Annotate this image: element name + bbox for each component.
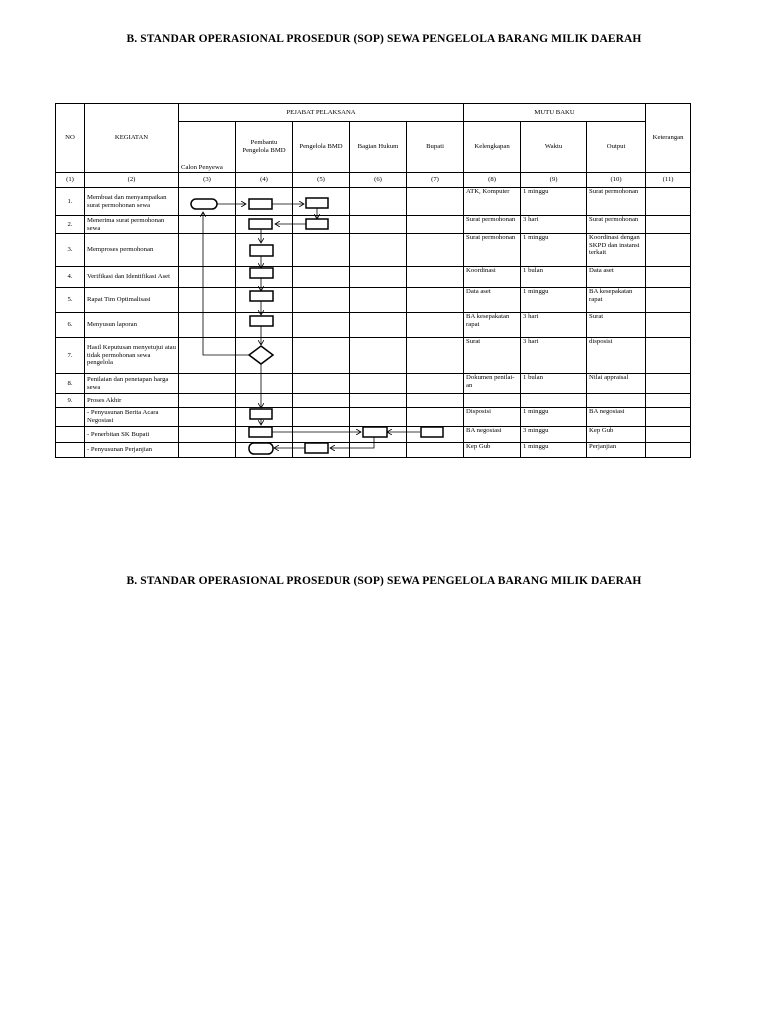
lane-pengelola-bmd — [293, 427, 350, 443]
row-no — [56, 408, 85, 427]
row-output: Perjanjian — [587, 443, 646, 458]
row-waktu — [521, 394, 587, 408]
row-no — [56, 427, 85, 443]
lane-pengelola-bmd — [293, 443, 350, 458]
row-kelengkapan — [464, 394, 521, 408]
header-no: NO — [56, 104, 85, 173]
lane-pengelola-bmd — [293, 338, 350, 374]
lane-bupati — [407, 427, 464, 443]
row-no: 3. — [56, 234, 85, 267]
row-kelengkapan: Data aset — [464, 288, 521, 313]
lane-pembantu-pengelola — [236, 267, 293, 288]
sop-table — [55, 103, 691, 458]
lane-bupati — [407, 338, 464, 374]
row-output: BA negosiasi — [587, 408, 646, 427]
row-keterangan — [646, 288, 691, 313]
table-row — [56, 427, 691, 443]
row-kegiatan: Hasil Keputusan menyetujui atau tidak permohonan sewa pengelola — [85, 338, 179, 374]
row-kegiatan: Proses Akhir — [85, 394, 179, 408]
lane-bupati — [407, 267, 464, 288]
row-no: 1. — [56, 188, 85, 216]
lane-pengelola-bmd — [293, 188, 350, 216]
lane-bupati — [407, 288, 464, 313]
lane-pengelola-bmd — [293, 267, 350, 288]
row-keterangan — [646, 338, 691, 374]
lane-calon-penyewa — [179, 408, 236, 427]
row-waktu: 3 hari — [521, 338, 587, 374]
page-title: B. STANDAR OPERASIONAL PROSEDUR (SOP) SEWA PENGELOLA BARANG MILIK DAERAH — [126, 33, 642, 45]
row-kelengkapan: Surat permohonan — [464, 234, 521, 267]
row-kelengkapan: Disposisi — [464, 408, 521, 427]
row-kegiatan: Verifikasi dan Identifikasi Aset — [85, 267, 179, 288]
row-waktu: 1 minggu — [521, 188, 587, 216]
col-number: (6) — [350, 173, 407, 188]
col-number: (5) — [293, 173, 350, 188]
row-keterangan — [646, 427, 691, 443]
row-output: Data aset — [587, 267, 646, 288]
lane-bagian-hukum — [350, 408, 407, 427]
row-waktu: 3 hari — [521, 216, 587, 234]
table-row — [56, 408, 691, 427]
row-kelengkapan: BA kesepakatan rapat — [464, 313, 521, 338]
column-number-row — [56, 173, 691, 188]
lane-pengelola-bmd — [293, 394, 350, 408]
row-no: 8. — [56, 374, 85, 394]
table-row — [56, 338, 691, 374]
row-waktu: 1 minggu — [521, 443, 587, 458]
header-kegiatan: KEGIATAN — [85, 104, 179, 173]
row-kegiatan: Rapat Tim Optimalisasi — [85, 288, 179, 313]
lane-pembantu-pengelola — [236, 338, 293, 374]
lane-bagian-hukum — [350, 188, 407, 216]
row-waktu: 1 bulan — [521, 374, 587, 394]
lane-bagian-hukum — [350, 288, 407, 313]
row-output — [587, 394, 646, 408]
row-kegiatan: - Penyusunan Perjanjian — [85, 443, 179, 458]
row-kelengkapan: BA negosiasi — [464, 427, 521, 443]
lane-pembantu-pengelola — [236, 408, 293, 427]
lane-pembantu-pengelola — [236, 313, 293, 338]
lane-bagian-hukum — [350, 427, 407, 443]
row-keterangan — [646, 313, 691, 338]
header-pembantu-pengelola: Pembantu Pengelola BMD — [236, 122, 293, 173]
lane-pembantu-pengelola — [236, 374, 293, 394]
lane-bagian-hukum — [350, 234, 407, 267]
lane-calon-penyewa — [179, 427, 236, 443]
row-no: 6. — [56, 313, 85, 338]
lane-pengelola-bmd — [293, 234, 350, 267]
lane-calon-penyewa — [179, 188, 236, 216]
page-title-repeat: B. STANDAR OPERASIONAL PROSEDUR (SOP) SEWA PENGELOLA BARANG MILIK DAERAH — [126, 575, 642, 587]
row-waktu: 1 minggu — [521, 408, 587, 427]
row-output: Surat permohonan — [587, 188, 646, 216]
row-keterangan — [646, 267, 691, 288]
lane-pembantu-pengelola — [236, 394, 293, 408]
row-no: 2. — [56, 216, 85, 234]
header-pejabat-pelaksana: PEJABAT PELAKSANA — [179, 104, 464, 122]
col-number: (9) — [521, 173, 587, 188]
row-waktu: 1 bulan — [521, 267, 587, 288]
table-row — [56, 188, 691, 216]
row-kegiatan: Penilaian dan penetapan harga sewa — [85, 374, 179, 394]
row-output: Nilai appraisal — [587, 374, 646, 394]
lane-bupati — [407, 408, 464, 427]
row-kegiatan: - Penyusunan Berita Acara Negosiasi — [85, 408, 179, 427]
header-keterangan: Keterangan — [646, 104, 691, 173]
row-no: 4. — [56, 267, 85, 288]
lane-calon-penyewa — [179, 267, 236, 288]
row-kegiatan: - Penerbitan SK Bupati — [85, 427, 179, 443]
row-kelengkapan: Kep Gub — [464, 443, 521, 458]
lane-bagian-hukum — [350, 216, 407, 234]
table-row — [56, 443, 691, 458]
lane-bupati — [407, 188, 464, 216]
table-row — [56, 394, 691, 408]
lane-calon-penyewa — [179, 443, 236, 458]
lane-pengelola-bmd — [293, 288, 350, 313]
row-output: Surat permohonan — [587, 216, 646, 234]
lane-calon-penyewa — [179, 338, 236, 374]
row-keterangan — [646, 216, 691, 234]
row-output: disposisi — [587, 338, 646, 374]
header-bagian-hukum: Bagian Hukum — [350, 122, 407, 173]
row-kegiatan: Menerima surat permohonan sewa — [85, 216, 179, 234]
lane-calon-penyewa — [179, 313, 236, 338]
lane-bagian-hukum — [350, 374, 407, 394]
col-number: (2) — [85, 173, 179, 188]
lane-pembantu-pengelola — [236, 427, 293, 443]
lane-bupati — [407, 313, 464, 338]
lane-pembantu-pengelola — [236, 288, 293, 313]
row-waktu: 3 minggu — [521, 427, 587, 443]
lane-bupati — [407, 374, 464, 394]
row-kelengkapan: Koordinasi — [464, 267, 521, 288]
table-row — [56, 234, 691, 267]
row-keterangan — [646, 234, 691, 267]
table-row — [56, 374, 691, 394]
col-number: (7) — [407, 173, 464, 188]
row-kelengkapan: Surat permohonan — [464, 216, 521, 234]
lane-pengelola-bmd — [293, 216, 350, 234]
row-kelengkapan: Surat — [464, 338, 521, 374]
row-keterangan — [646, 408, 691, 427]
row-kelengkapan: ATK, Komputer — [464, 188, 521, 216]
row-keterangan — [646, 443, 691, 458]
row-output: BA kesepakatan rapat — [587, 288, 646, 313]
lane-pembantu-pengelola — [236, 216, 293, 234]
row-output: Koordinasi dengan SKPD dan instansi terkait — [587, 234, 646, 267]
lane-pengelola-bmd — [293, 408, 350, 427]
row-output: Surat — [587, 313, 646, 338]
lane-bupati — [407, 394, 464, 408]
row-kegiatan: Membuat dan menyampaikan surat permohonan sewa — [85, 188, 179, 216]
header-output: Output — [587, 122, 646, 173]
table-row — [56, 267, 691, 288]
col-number: (3) — [179, 173, 236, 188]
row-kegiatan: Memproses permohonan — [85, 234, 179, 267]
row-waktu: 3 hari — [521, 313, 587, 338]
row-no — [56, 443, 85, 458]
table-row — [56, 288, 691, 313]
col-number: (4) — [236, 173, 293, 188]
lane-pembantu-pengelola — [236, 234, 293, 267]
lane-pembantu-pengelola — [236, 443, 293, 458]
lane-calon-penyewa — [179, 288, 236, 313]
row-keterangan — [646, 374, 691, 394]
header-kelengkapan: Kelengkapan — [464, 122, 521, 173]
row-output: Kep Gub — [587, 427, 646, 443]
col-number: (11) — [646, 173, 691, 188]
lane-bagian-hukum — [350, 313, 407, 338]
table-row — [56, 313, 691, 338]
lane-calon-penyewa — [179, 216, 236, 234]
lane-calon-penyewa — [179, 234, 236, 267]
row-waktu: 1 minggu — [521, 234, 587, 267]
lane-bagian-hukum — [350, 338, 407, 374]
table-row — [56, 216, 691, 234]
row-waktu: 1 minggu — [521, 288, 587, 313]
row-keterangan — [646, 188, 691, 216]
header-bupati: Bupati — [407, 122, 464, 173]
lane-bagian-hukum — [350, 267, 407, 288]
col-number: (8) — [464, 173, 521, 188]
lane-pembantu-pengelola — [236, 188, 293, 216]
header-calon-penyewa: Calon Penyewa — [179, 122, 236, 173]
col-number: (1) — [56, 173, 85, 188]
row-kegiatan: Menyusun laporan — [85, 313, 179, 338]
lane-bupati — [407, 234, 464, 267]
row-no: 7. — [56, 338, 85, 374]
header-pengelola-bmd: Pengelola BMD — [293, 122, 350, 173]
header-waktu: Waktu — [521, 122, 587, 173]
header-mutu-baku: MUTU BAKU — [464, 104, 646, 122]
lane-calon-penyewa — [179, 394, 236, 408]
lane-pengelola-bmd — [293, 374, 350, 394]
lane-bupati — [407, 216, 464, 234]
row-no: 9. — [56, 394, 85, 408]
lane-calon-penyewa — [179, 374, 236, 394]
row-keterangan — [646, 394, 691, 408]
lane-bagian-hukum — [350, 443, 407, 458]
row-no: 5. — [56, 288, 85, 313]
col-number: (10) — [587, 173, 646, 188]
lane-bagian-hukum — [350, 394, 407, 408]
lane-bupati — [407, 443, 464, 458]
row-kelengkapan: Dokumen penilai-an — [464, 374, 521, 394]
lane-pengelola-bmd — [293, 313, 350, 338]
